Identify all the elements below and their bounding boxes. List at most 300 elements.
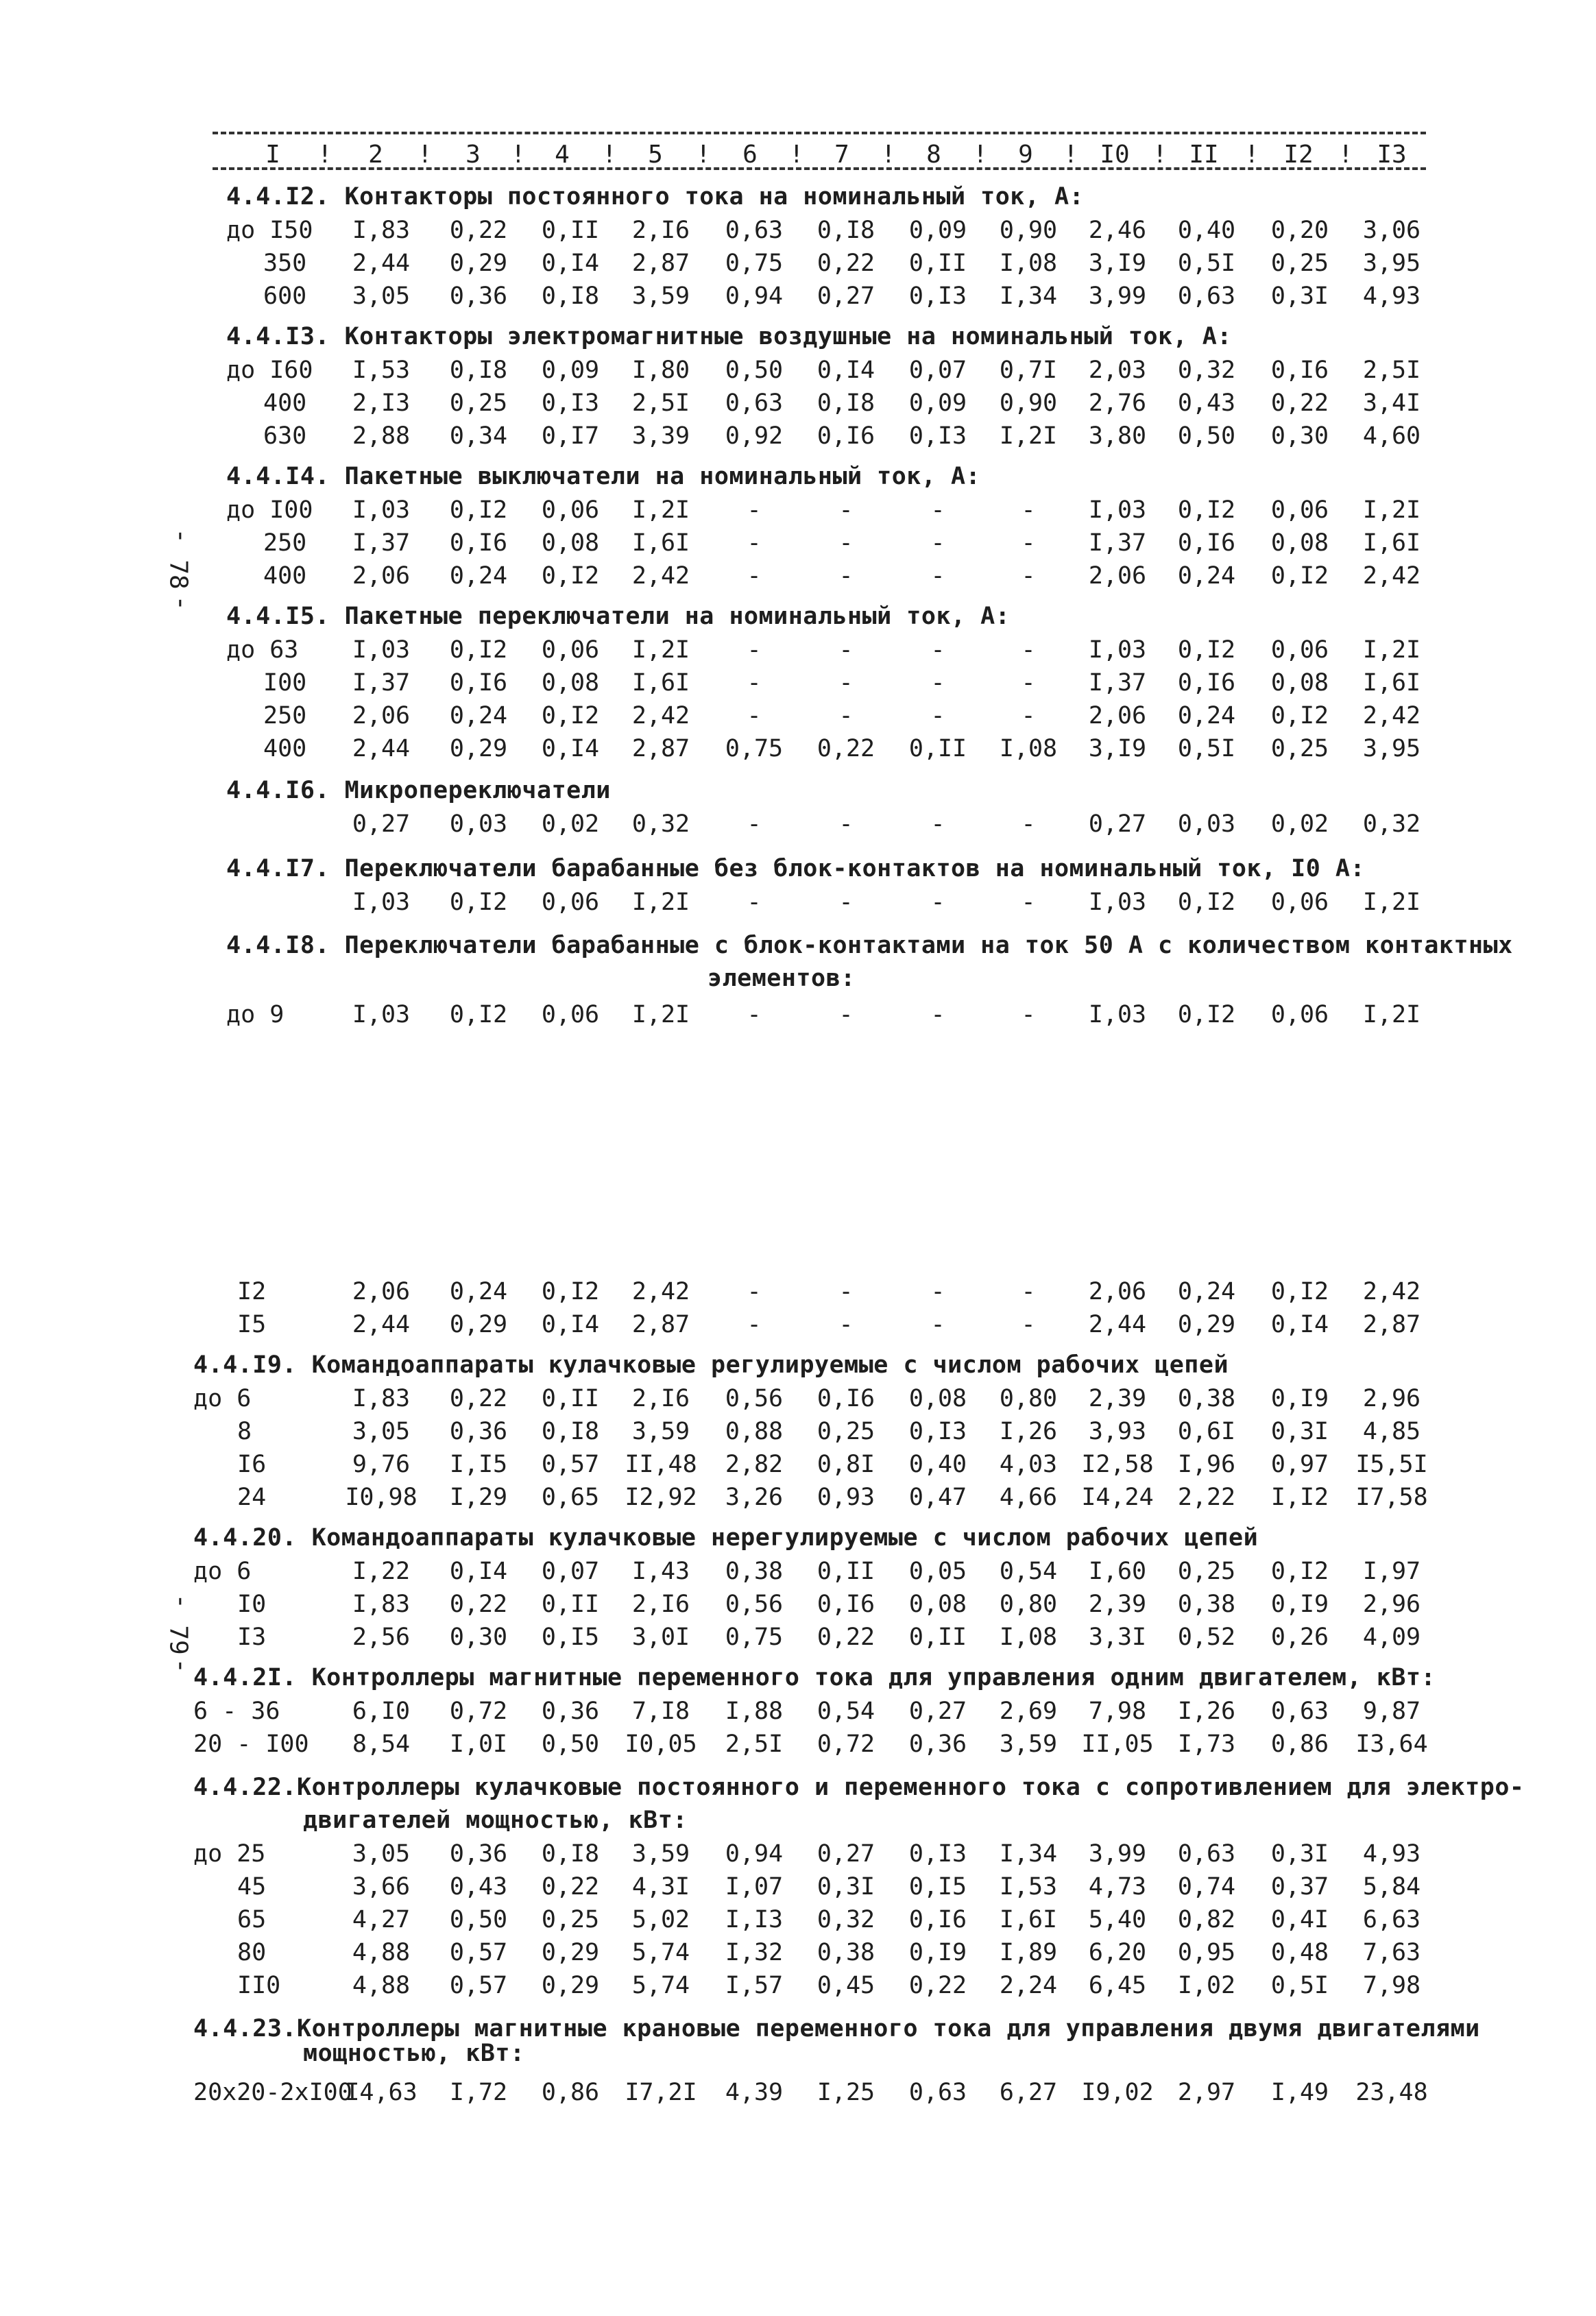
section-title-continuation: мощностью, кВт: (303, 2040, 525, 2067)
table-cell: 0,29 (449, 735, 508, 762)
column-separator: ! (696, 141, 711, 169)
table-row (0, 247, 1596, 280)
table-cell: 0,75 (725, 1624, 784, 1651)
table-cell: 0,57 (541, 1451, 600, 1478)
table-cell: 3,66 (352, 1873, 411, 1901)
table-cell: 3,99 (1088, 282, 1147, 310)
table-cell: I,6I (1362, 529, 1421, 557)
table-cell: 2,5I (631, 389, 690, 417)
table-cell: 0,54 (999, 1558, 1058, 1585)
margin-tick-79-bottom: ' (173, 1658, 188, 1687)
table-cell: 0,25 (541, 1906, 600, 1933)
table-cell: 3,59 (631, 1840, 690, 1868)
table-cell: - (838, 669, 854, 697)
table-cell: 0,I2 (1177, 496, 1236, 524)
table-cell: 0,4I (1270, 1906, 1329, 1933)
row-label: 400 (263, 735, 307, 762)
table-cell: 0,94 (725, 282, 784, 310)
table-cell: 0,24 (449, 562, 508, 590)
table-cell: 0,63 (908, 2079, 967, 2106)
table-cell: I,49 (1270, 2079, 1329, 2106)
table-cell: 0,02 (1270, 810, 1329, 838)
table-cell: 6,I0 (352, 1698, 411, 1725)
table-cell: - (747, 1278, 762, 1305)
row-label: 630 (263, 422, 307, 450)
table-row (0, 2076, 1596, 2109)
column-separator: ! (789, 141, 804, 169)
table-cell: 0,95 (1177, 1939, 1236, 1966)
table-cell: 2,I6 (631, 1385, 690, 1412)
table-cell: - (747, 562, 762, 590)
table-cell: 0,I3 (908, 1840, 967, 1868)
table-cell: 0,I5 (908, 1873, 967, 1901)
page-number-79: 79 (164, 1625, 193, 1655)
table-cell: I4,63 (345, 2079, 418, 2106)
table-cell: 3,59 (631, 1418, 690, 1445)
table-cell: I,97 (1362, 1558, 1421, 1585)
row-label: до 25 (193, 1840, 266, 1868)
table-cell: I,03 (1088, 889, 1147, 916)
table-cell: 2,42 (631, 1278, 690, 1305)
row-label: 20x20-2xI00 (193, 2079, 352, 2106)
table-row (0, 732, 1596, 765)
table-cell: - (930, 702, 945, 729)
row-label: 80 (237, 1939, 267, 1966)
table-row (0, 214, 1596, 247)
table-cell: 0,I4 (1270, 1311, 1329, 1338)
row-label: 8 (237, 1418, 252, 1445)
table-cell: I,43 (631, 1558, 690, 1585)
table-cell: 0,II (817, 1558, 875, 1585)
table-cell: 2,06 (352, 702, 411, 729)
table-cell: 0,I5 (541, 1624, 600, 1651)
table-cell: 7,I8 (631, 1698, 690, 1725)
table-cell: 9,87 (1362, 1698, 1421, 1725)
table-cell: I,03 (352, 496, 411, 524)
table-cell: I,6I (631, 669, 690, 697)
table-cell: 2,88 (352, 422, 411, 450)
table-cell: - (1021, 669, 1036, 697)
table-cell: I,26 (1177, 1698, 1236, 1725)
table-cell: 6,63 (1362, 1906, 1421, 1933)
table-cell: - (930, 669, 945, 697)
table-cell: 0,08 (1270, 669, 1329, 697)
table-cell: 0,80 (999, 1591, 1058, 1618)
table-cell: - (1021, 810, 1036, 838)
table-cell: 0,22 (449, 217, 508, 244)
table-cell: I,26 (999, 1418, 1058, 1445)
table-cell: 3,05 (352, 282, 411, 310)
table-cell: 2,06 (1088, 562, 1147, 590)
table-cell: I,60 (1088, 1558, 1147, 1585)
table-cell: 0,92 (725, 422, 784, 450)
table-cell: 0,22 (817, 250, 875, 277)
table-cell: 2,42 (631, 702, 690, 729)
table-cell: 2,24 (999, 1972, 1058, 1999)
table-cell: 0,57 (449, 1939, 508, 1966)
table-cell: 0,5I (1177, 250, 1236, 277)
table-cell: 7,98 (1088, 1698, 1147, 1725)
table-cell: 0,88 (725, 1418, 784, 1445)
margin-tick-78-bottom: ' (173, 596, 188, 624)
column-header: II (1189, 141, 1219, 169)
table-cell: 2,06 (352, 1278, 411, 1305)
table-cell: 0,I3 (908, 282, 967, 310)
table-cell: 3,99 (1088, 1840, 1147, 1868)
table-cell: 2,39 (1088, 1385, 1147, 1412)
table-row (0, 559, 1596, 592)
table-cell: 0,I8 (541, 1840, 600, 1868)
table-cell: 0,06 (1270, 889, 1329, 916)
table-cell: 0,90 (999, 217, 1058, 244)
table-cell: 2,42 (1362, 1278, 1421, 1305)
table-cell: 0,I3 (908, 1418, 967, 1445)
table-cell: 0,32 (1362, 810, 1421, 838)
table-cell: 0,48 (1270, 1939, 1329, 1966)
table-cell: 0,08 (908, 1591, 967, 1618)
table-cell: I,03 (352, 636, 411, 664)
row-label: I6 (237, 1451, 267, 1478)
table-cell: I,89 (999, 1939, 1058, 1966)
table-cell: I,6I (1362, 669, 1421, 697)
column-header: 3 (466, 141, 481, 169)
table-cell: 0,I4 (449, 1558, 508, 1585)
table-cell: 0,72 (449, 1698, 508, 1725)
table-row (0, 998, 1596, 1031)
table-cell: 2,39 (1088, 1591, 1147, 1618)
table-cell: 2,22 (1177, 1484, 1236, 1511)
table-cell: I2,92 (625, 1484, 697, 1511)
table-row (0, 1728, 1596, 1761)
row-label: до I00 (226, 496, 313, 524)
table-cell: 0,08 (1270, 529, 1329, 557)
table-cell: I,83 (352, 1591, 411, 1618)
table-cell: 3,39 (631, 422, 690, 450)
table-cell: 2,46 (1088, 217, 1147, 244)
table-cell: 0,63 (1270, 1698, 1329, 1725)
table-cell: 2,5I (1362, 357, 1421, 384)
table-cell: 0,II (908, 735, 967, 762)
table-cell: I0,98 (345, 1484, 418, 1511)
table-cell: 0,I9 (1270, 1591, 1329, 1618)
row-label: II0 (237, 1972, 281, 1999)
table-cell: 2,I3 (352, 389, 411, 417)
table-cell: I,83 (352, 217, 411, 244)
table-cell: 3,95 (1362, 735, 1421, 762)
table-cell: 0,38 (817, 1939, 875, 1966)
table-cell: 2,97 (1177, 2079, 1236, 2106)
table-cell: 0,I7 (541, 422, 600, 450)
table-cell: 3,0I (631, 1624, 690, 1651)
table-cell: I,37 (352, 529, 411, 557)
table-cell: 0,09 (908, 217, 967, 244)
table-cell: I,53 (999, 1873, 1058, 1901)
column-header: I2 (1283, 141, 1314, 169)
table-row (0, 1275, 1596, 1308)
table-cell: 0,I2 (1270, 702, 1329, 729)
table-cell: 0,I2 (449, 1001, 508, 1028)
table-cell: II,48 (625, 1451, 697, 1478)
table-cell: 0,37 (1270, 1873, 1329, 1901)
row-label: до 6 (193, 1558, 252, 1585)
column-separator: ! (317, 141, 332, 169)
table-cell: - (747, 636, 762, 664)
table-cell: 0,40 (908, 1451, 967, 1478)
table-cell: I,37 (1088, 529, 1147, 557)
table-cell: 0,86 (541, 2079, 600, 2106)
table-cell: 0,97 (1270, 1451, 1329, 1478)
table-cell: II,05 (1081, 1730, 1154, 1758)
table-row (0, 280, 1596, 313)
table-cell: 0,03 (1177, 810, 1236, 838)
table-cell: 0,I2 (1177, 636, 1236, 664)
table-cell: 0,I6 (908, 1906, 967, 1933)
table-cell: 0,29 (541, 1972, 600, 1999)
table-cell: 0,I2 (1270, 1278, 1329, 1305)
section-title: 4.4.I6. Микропереключатели (226, 777, 611, 804)
table-cell: 2,I6 (631, 1591, 690, 1618)
table-cell: 0,I2 (541, 1278, 600, 1305)
row-label: до 6 (193, 1385, 252, 1412)
table-cell: 0,36 (908, 1730, 967, 1758)
row-label: до 9 (226, 1001, 285, 1028)
table-cell: 6,45 (1088, 1972, 1147, 1999)
table-cell: I,80 (631, 357, 690, 384)
table-cell: I,6I (631, 529, 690, 557)
header-bottom-rule (213, 167, 1426, 170)
table-cell: 0,03 (449, 810, 508, 838)
table-cell: I9,02 (1081, 2079, 1154, 2106)
section-title: 4.4.I9. Командоаппараты кулачковые регулируемые с числом рабочих цепей (193, 1351, 1229, 1379)
table-row (0, 1695, 1596, 1728)
table-cell: 0,02 (541, 810, 600, 838)
table-cell: 0,06 (1270, 1001, 1329, 1028)
table-cell: 0,I6 (1177, 669, 1236, 697)
table-row (0, 886, 1596, 919)
table-cell: I,2I (1362, 889, 1421, 916)
table-cell: 0,32 (1177, 357, 1236, 384)
table-cell: 0,II (908, 1624, 967, 1651)
row-label: до I60 (226, 357, 313, 384)
table-cell: 0,09 (908, 389, 967, 417)
table-cell: 4,3I (631, 1873, 690, 1901)
table-cell: - (747, 496, 762, 524)
table-cell: 0,I2 (1177, 1001, 1236, 1028)
table-cell: - (930, 889, 945, 916)
row-label: 600 (263, 282, 307, 310)
table-cell: I,83 (352, 1385, 411, 1412)
table-cell: - (747, 669, 762, 697)
table-cell: 0,II (541, 1385, 600, 1412)
table-cell: - (747, 1311, 762, 1338)
table-cell: 0,5I (1270, 1972, 1329, 1999)
table-cell: 0,22 (541, 1873, 600, 1901)
section-title-continuation: элементов: (708, 965, 856, 992)
table-cell: 0,I6 (449, 529, 508, 557)
table-cell: 3,3I (1088, 1624, 1147, 1651)
table-cell: 0,6I (1177, 1418, 1236, 1445)
table-cell: 0,07 (541, 1558, 600, 1585)
table-row (0, 1936, 1596, 1969)
table-cell: I7,2I (625, 2079, 697, 2106)
table-cell: 0,36 (449, 1840, 508, 1868)
table-cell: 2,42 (1362, 702, 1421, 729)
table-cell: 0,I9 (908, 1939, 967, 1966)
table-cell: 4,66 (999, 1484, 1058, 1511)
table-cell: 0,II (908, 250, 967, 277)
table-cell: - (1021, 636, 1036, 664)
table-cell: 0,43 (1177, 389, 1236, 417)
table-cell: 0,50 (1177, 422, 1236, 450)
page-number-78: 78 (164, 559, 193, 590)
table-cell: - (747, 810, 762, 838)
table-cell: I,73 (1177, 1730, 1236, 1758)
row-label: до 63 (226, 636, 299, 664)
table-row (0, 699, 1596, 732)
table-cell: 0,30 (1270, 422, 1329, 450)
table-cell: 0,I3 (908, 422, 967, 450)
row-label: I3 (237, 1624, 267, 1651)
table-cell: 0,I4 (541, 1311, 600, 1338)
table-cell: 0,34 (449, 422, 508, 450)
table-row (0, 387, 1596, 420)
table-cell: - (930, 1001, 945, 1028)
row-label: 6 - 36 (193, 1698, 280, 1725)
table-cell: 0,50 (725, 357, 784, 384)
table-cell: 0,50 (541, 1730, 600, 1758)
table-cell: I,88 (725, 1698, 784, 1725)
table-cell: 0,22 (908, 1972, 967, 1999)
table-cell: 2,44 (352, 735, 411, 762)
table-cell: - (930, 529, 945, 557)
table-cell: 0,I2 (1270, 562, 1329, 590)
column-separator: ! (511, 141, 526, 169)
table-row (0, 527, 1596, 559)
table-cell: 0,I6 (817, 1591, 875, 1618)
row-label: 65 (237, 1906, 267, 1933)
section-title: 4.4.22.Контроллеры кулачковые постоянного и переменного тока с сопротивлением для электро- (193, 1774, 1525, 1801)
section-title: 4.4.I2. Контакторы постоянного тока на номинальный ток, А: (226, 183, 1085, 210)
table-cell: 3,80 (1088, 422, 1147, 450)
table-cell: I3,64 (1355, 1730, 1428, 1758)
table-cell: I,25 (817, 2079, 875, 2106)
table-cell: I,03 (352, 1001, 411, 1028)
column-header: 8 (926, 141, 941, 169)
table-cell: - (747, 889, 762, 916)
table-cell: 0,3I (1270, 1418, 1329, 1445)
section-title-continuation: двигателей мощностью, кВт: (303, 1807, 688, 1834)
table-cell: I,37 (1088, 669, 1147, 697)
section-title: 4.4.23.Контроллеры магнитные крановые переменного тока для управления двумя двигателями (193, 2015, 1480, 2042)
table-row (0, 1555, 1596, 1588)
table-cell: 4,93 (1362, 282, 1421, 310)
row-label: I00 (263, 669, 307, 697)
table-cell: 0,38 (1177, 1385, 1236, 1412)
table-row (0, 666, 1596, 699)
table-row (0, 1870, 1596, 1903)
table-cell: I,34 (999, 282, 1058, 310)
margin-tick-78-top: ' (173, 529, 188, 557)
table-cell: 3,4I (1362, 389, 1421, 417)
table-cell: 0,06 (541, 636, 600, 664)
table-cell: 0,27 (908, 1698, 967, 1725)
table-cell: 0,90 (999, 389, 1058, 417)
column-header: I (265, 141, 280, 169)
table-cell: 0,I2 (541, 702, 600, 729)
section-title: 4.4.20. Командоаппараты кулачковые нерегулируемые с числом рабочих цепей (193, 1524, 1259, 1552)
table-cell: 2,87 (631, 735, 690, 762)
table-row (0, 1308, 1596, 1341)
table-cell: 0,08 (541, 669, 600, 697)
table-cell: I,2I (999, 422, 1058, 450)
row-label: I0 (237, 1591, 267, 1618)
table-cell: I,57 (725, 1972, 784, 1999)
table-cell: 5,74 (631, 1972, 690, 1999)
table-row (0, 354, 1596, 387)
table-cell: I,I3 (725, 1906, 784, 1933)
table-cell: 5,40 (1088, 1906, 1147, 1933)
table-cell: 0,3I (1270, 1840, 1329, 1868)
table-cell: - (930, 562, 945, 590)
table-cell: - (838, 1311, 854, 1338)
table-cell: - (1021, 702, 1036, 729)
table-cell: - (838, 562, 854, 590)
table-cell: - (838, 810, 854, 838)
table-cell: I,I5 (449, 1451, 508, 1478)
table-cell: 0,8I (817, 1451, 875, 1478)
table-cell: I,37 (352, 669, 411, 697)
table-cell: 0,I8 (541, 282, 600, 310)
table-cell: 0,25 (1270, 735, 1329, 762)
table-cell: I7,58 (1355, 1484, 1428, 1511)
table-row (0, 494, 1596, 527)
table-cell: 0,93 (817, 1484, 875, 1511)
row-label: 250 (263, 702, 307, 729)
table-cell: 0,50 (449, 1906, 508, 1933)
table-cell: I,72 (449, 2079, 508, 2106)
table-cell: 0,63 (1177, 1840, 1236, 1868)
table-cell: - (838, 529, 854, 557)
table-cell: 0,24 (449, 1278, 508, 1305)
table-cell: 0,I4 (541, 250, 600, 277)
table-cell: 0,I4 (817, 357, 875, 384)
table-cell: 0,65 (541, 1484, 600, 1511)
row-label: 24 (237, 1484, 267, 1511)
table-cell: 0,08 (908, 1385, 967, 1412)
table-cell: 0,7I (999, 357, 1058, 384)
table-cell: 0,I2 (449, 636, 508, 664)
row-label: I2 (237, 1278, 267, 1305)
table-row (0, 1382, 1596, 1415)
table-row (0, 1481, 1596, 1514)
table-cell: 0,07 (908, 357, 967, 384)
table-cell: I,32 (725, 1939, 784, 1966)
table-cell: - (747, 1001, 762, 1028)
table-cell: 0,29 (449, 1311, 508, 1338)
table-cell: I,08 (999, 250, 1058, 277)
table-cell: 0,40 (1177, 217, 1236, 244)
table-cell: 0,22 (817, 735, 875, 762)
table-cell: 0,08 (541, 529, 600, 557)
table-cell: 4,09 (1362, 1624, 1421, 1651)
table-cell: 4,60 (1362, 422, 1421, 450)
table-cell: 5,02 (631, 1906, 690, 1933)
table-cell: 2,87 (1362, 1311, 1421, 1338)
table-cell: 0,3I (817, 1873, 875, 1901)
table-cell: - (930, 810, 945, 838)
table-cell: 0,26 (1270, 1624, 1329, 1651)
table-cell: 0,I8 (817, 389, 875, 417)
